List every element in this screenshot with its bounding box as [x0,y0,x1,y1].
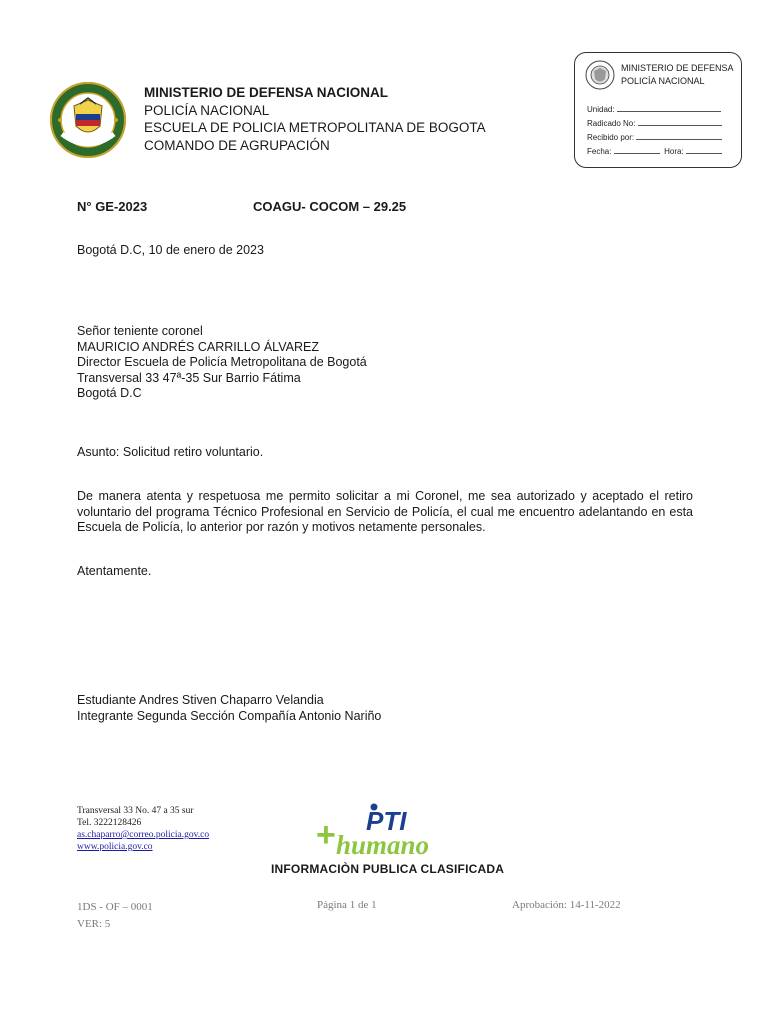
stamp-police: POLICÍA NACIONAL [621,75,705,86]
contact-email-link[interactable]: as.chaparro@correo.policia.gov.co [77,830,210,840]
recipient-city: Bogotá D.C [77,386,142,400]
contact-block [77,805,209,853]
stamp-datetime-row [587,146,722,156]
police-name: POLICÍA NACIONAL [144,102,270,118]
reference-number: N° GE-2023 [77,199,148,214]
stamp-crest-icon [585,59,615,93]
classification-label: INFORMACIÒN PUBLICA CLASIFICADA [271,862,505,876]
stamp-radicado-row [587,118,722,128]
stamp-unit-label: Unidad: [587,105,615,114]
approval-date: Aprobación: 14-11-2022 [512,899,621,911]
contact-address: Transversal 33 No. 47 a 35 sur [77,806,194,816]
recipient-address: Transversal 33 47ª-35 Sur Barrio Fátima [77,370,301,385]
recipient-block [77,324,367,402]
stamp-time-label: Hora: [664,147,684,156]
reception-stamp [574,52,742,168]
reference-code: COAGU- COCOM – 29.25 [253,199,407,214]
stamp-received-label: Recibido por: [587,133,635,142]
closing-line: Atentamente. [77,564,152,578]
recipient-salutation: Señor teniente coronel [77,324,203,338]
subject-line: Asunto: Solicitud retiro voluntario. [77,445,264,459]
recipient-name: MAURICIO ANDRÉS CARRILLO ÁLVAREZ [77,339,319,354]
logo-humano-text: humano [336,830,430,858]
signature-role: Integrante Segunda Sección Compañía Antonio Nariño [77,708,382,723]
contact-web-link[interactable]: www.policia.gov.co [77,842,153,852]
date-line: Bogotá D.C, 10 de enero de 2023 [77,243,264,257]
body-paragraph: De manera atenta y respetuosa me permito solicitar a mi Coronel, me sea autorizado y aceptado el retiro voluntario del programa Técnico Profesional en Servicio de Policía, el cual me encuentro adelantando en esta Escuela de Policía, lo anterior por razón y motivos netamente personales. [77,489,693,534]
logo-pti-text: PTI [366,806,407,836]
command-name: COMANDO DE AGRUPACIÓN [144,137,330,153]
recipient-position: Director Escuela de Policía Metropolitana de Bogotá [77,355,367,369]
signature-block [77,693,381,724]
document-code-block [77,899,153,933]
stamp-radicado-label: Radicado No: [587,119,636,128]
pti-humano-logo [316,802,464,858]
stamp-date-label: Fecha: [587,147,612,156]
school-name: ESCUELA DE POLICIA METROPOLITANA DE BOGOTA [144,120,486,135]
contact-phone: Tel. 3222128426 [77,818,142,828]
stamp-received-row [587,132,722,142]
page-number: Página 1 de 1 [317,899,377,911]
doc-version: VER: 5 [77,918,111,930]
logo-plus: + [316,816,336,854]
doc-code: 1DS - OF – 0001 [77,901,153,913]
police-crest-logo [48,80,128,160]
ministry-title: MINISTERIO DE DEFENSA NACIONAL [144,85,389,100]
stamp-unit-row [587,104,721,114]
signature-name: Estudiante Andres Stiven Chaparro Velandia [77,693,324,707]
stamp-ministry: MINISTERIO DE DEFENSA [621,63,734,73]
